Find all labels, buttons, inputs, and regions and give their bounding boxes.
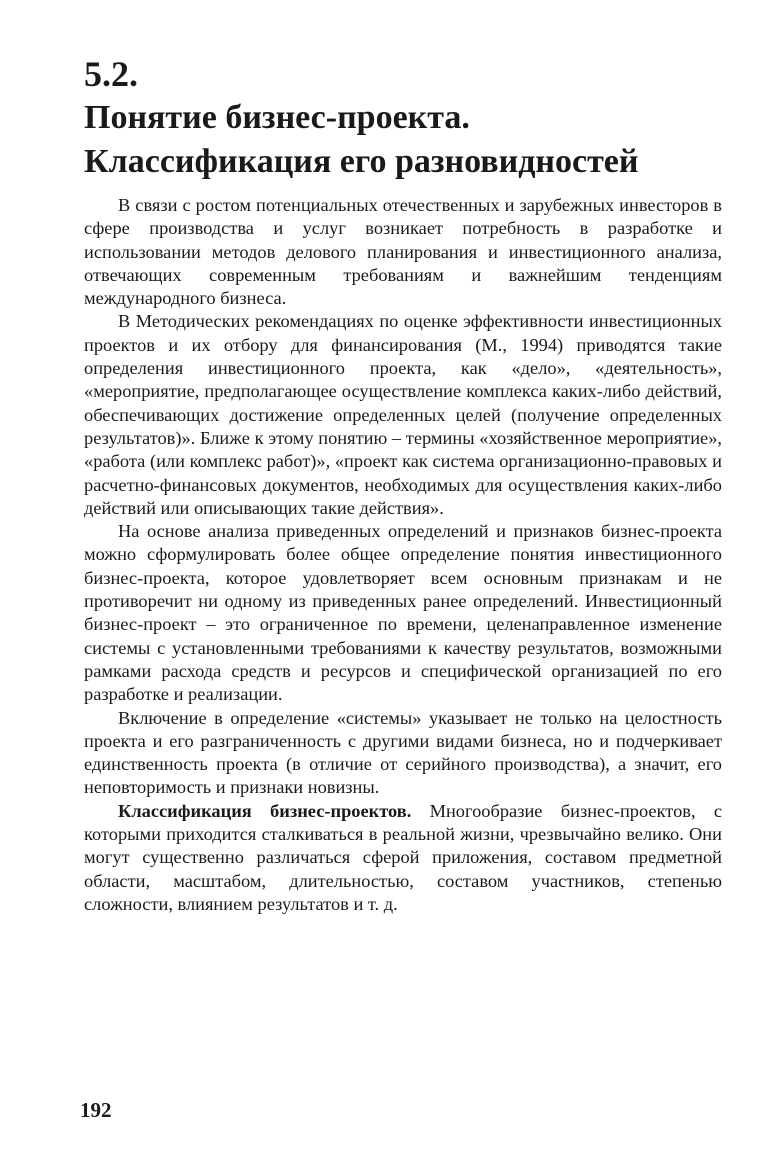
paragraph: В связи с ростом потенциальных отечественных и зарубежных инвесторов в сфере производства и услуг возникает потребность в разработке и использовании методов делового планирования и инвестиционного анализа, отвечающих современным требованиям и важнейшим тенденциям международного бизнеса. — [84, 195, 722, 309]
lead-term: Классификация бизнес-проектов. — [118, 800, 412, 821]
classification-text: Многообразие бизнес-проектов, с которыми приходится сталкиваться в реальной жизни, чрезвычайно велико. Они могут существенно различаться сферой приложения, составом предметной области, масштабом, длительностью, составом участников, степенью сложности, влиянием результатов и т. д. — [84, 800, 722, 914]
paragraph: В Методических рекомендациях по оценке эффективности инвестиционных проектов и их отбору для финансирования (М., 1994) приводятся такие определения инвестиционного проекта, как «дело», «деятельность», «мероприятие, предполагающее осуществление комплекса каких-либо действий, обеспечивающих достижение определенных целей (получение определенных результатов)». Ближе к этому понятию – термины «хозяйственное мероприятие», «работа (или комплекс работ)», «проект как система организационно-правовых и расчетно-финансовых документов, необходимых для осуществления каких-либо действий или описывающих такие действия». — [84, 311, 722, 518]
body-text — [84, 194, 722, 916]
paragraph: На основе анализа приведенных определений и признаков бизнес-проекта можно сформулировать более общее определение понятия инвестиционного бизнес-проекта, которое удовлетворяет всем основным признакам и не противоречит ни одному из приведенных ранее определений. Инвестиционный бизнес-проект – это ограниченное по времени, целенаправленное изменение системы с установленными требованиями к качеству результатов, возможными рамками расхода средств и ресурсов и специфической организацией по его разработке и реализации. — [84, 521, 722, 705]
paragraph: Включение в определение «системы» указывает не только на целостность проекта и его разграниченность с другими видами бизнеса, но и подчеркивает единственность проекта (в отличие от серийного производства), а значит, его неповторимость и признаки новизны. — [84, 707, 722, 798]
page-number: 192 — [80, 1098, 112, 1122]
section-number: 5.2. — [84, 54, 138, 94]
paragraph-classification — [84, 800, 722, 916]
section-title-line-1: Понятие бизнес-проекта. — [84, 99, 470, 136]
section-title — [84, 96, 724, 184]
section-title-line-2: Классификация его разновидностей — [84, 143, 639, 180]
